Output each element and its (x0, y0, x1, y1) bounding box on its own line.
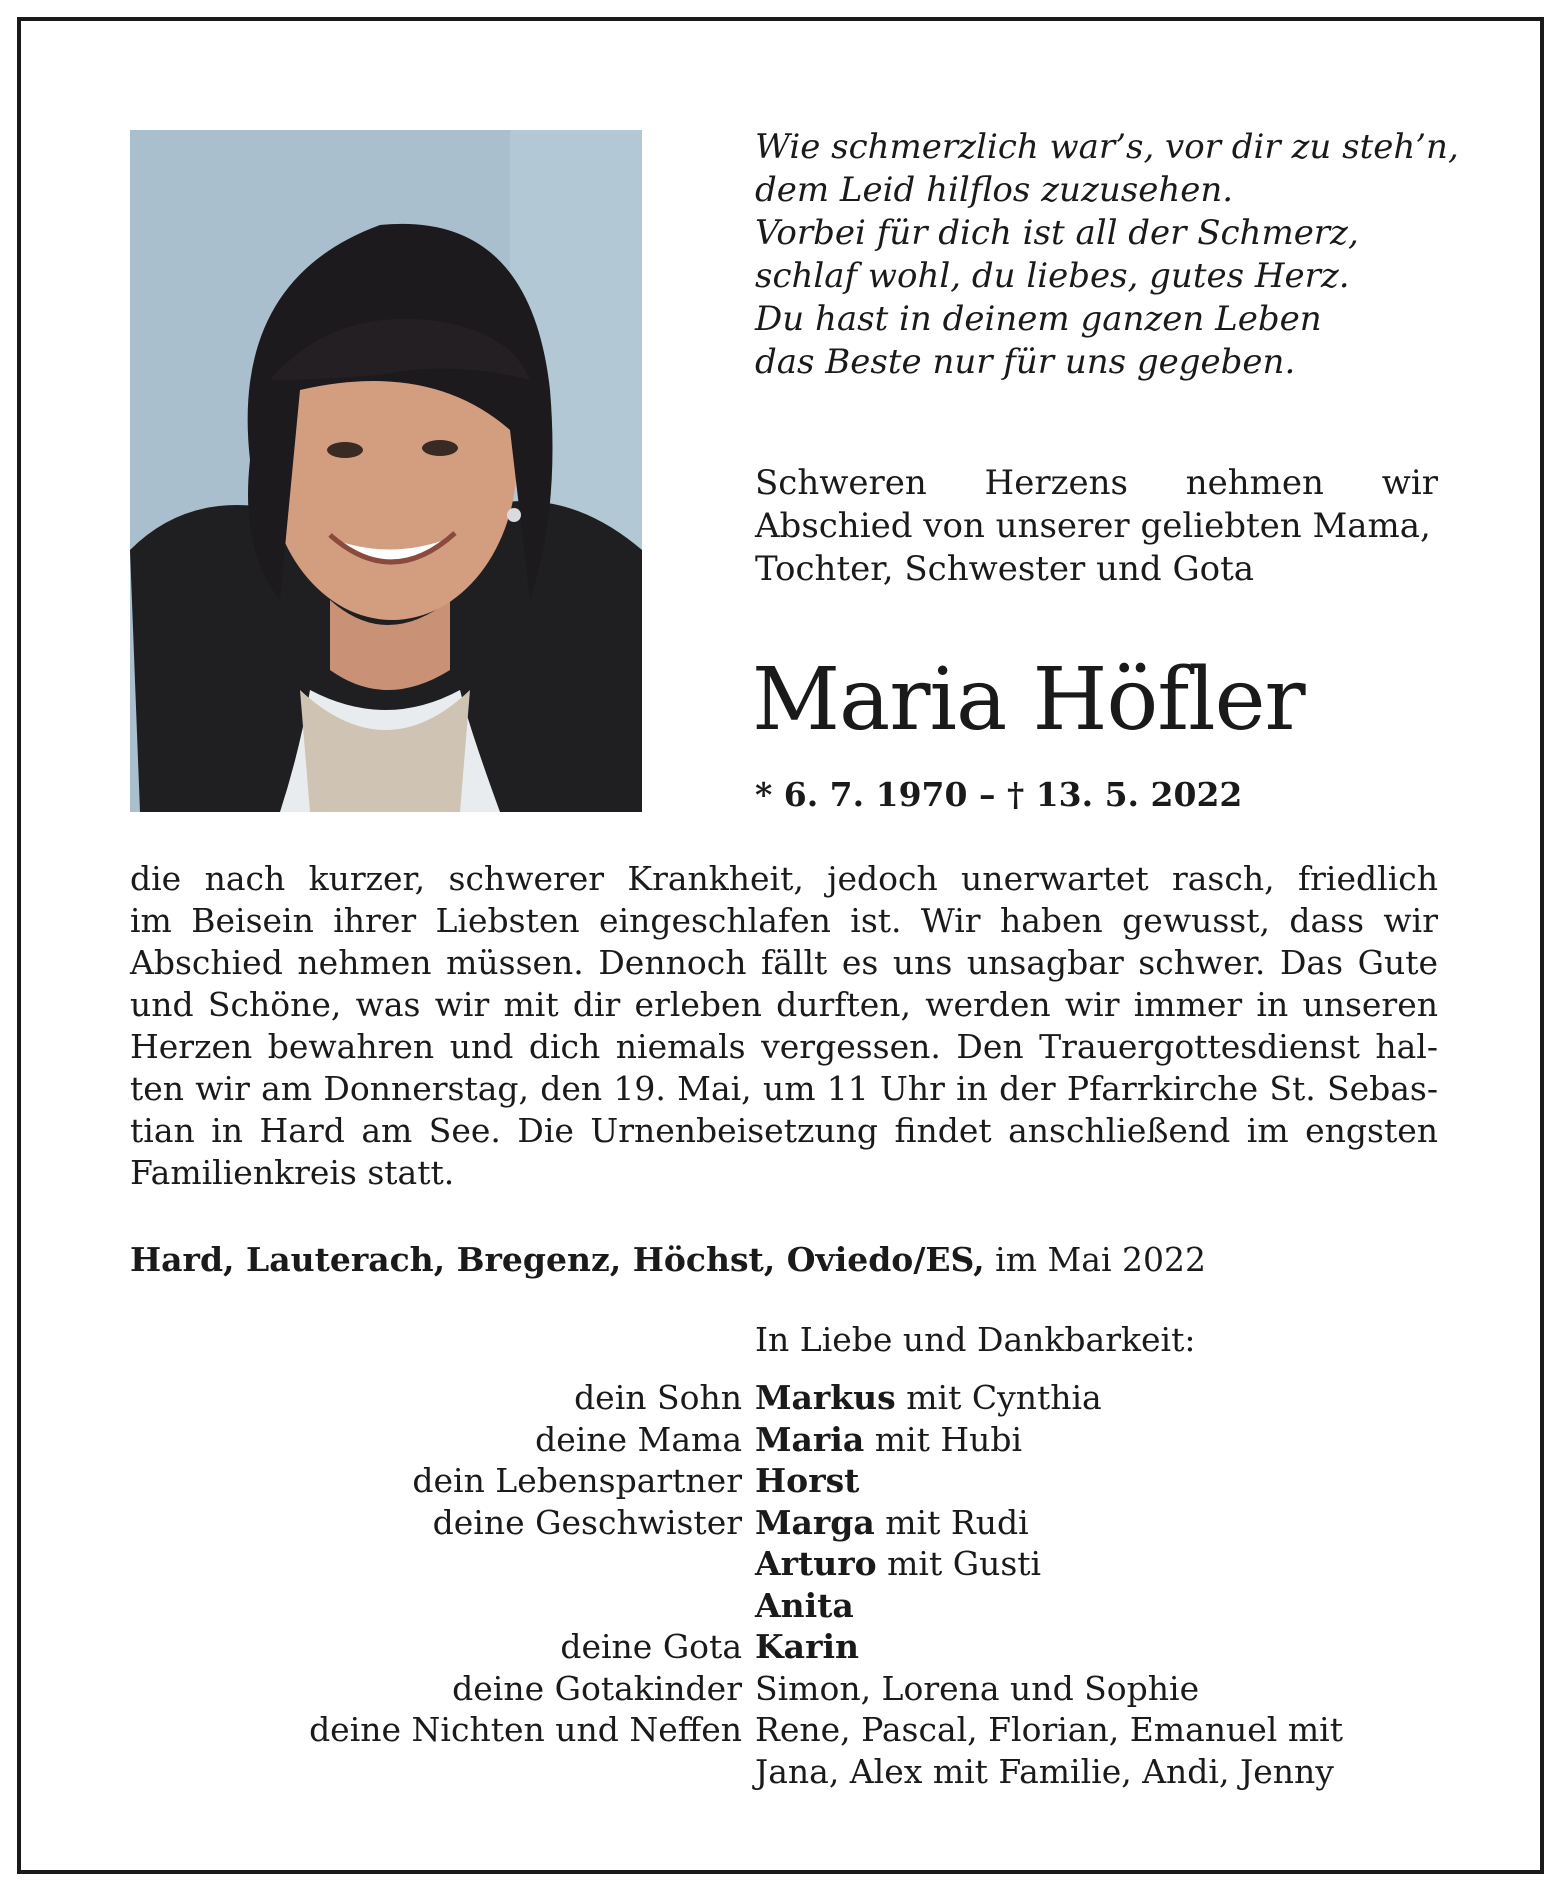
family-relation: dein Sohn (574, 1378, 742, 1417)
body-line: Herzen bewahren und dich niemals vergessen. Den Trauergottesdienst hal- (130, 1027, 1438, 1066)
family-member (755, 1543, 1041, 1585)
thanks-line: In Liebe und Dankbarkeit: (755, 1320, 1196, 1359)
family-member (755, 1377, 1102, 1419)
place-and-date (130, 1240, 1206, 1279)
poem-line: Wie schmerzlich war’s, vor dir zu steh’n, (755, 127, 1459, 167)
family-relation: deine Nichten und Neffen (309, 1710, 742, 1749)
intro-text (755, 462, 1438, 591)
memorial-poem (755, 126, 1459, 384)
body-line: Familienkreis statt. (130, 1153, 455, 1192)
family-member-name: Markus (755, 1378, 896, 1417)
intro-line: Abschied von unserer geliebten Mama, (755, 506, 1431, 546)
body-line: Abschied nehmen müssen. Dennoch fällt es uns unsagbar schwer. Das Gute (130, 943, 1438, 982)
life-dates: * 6. 7. 1970 – † 13. 5. 2022 (755, 775, 1243, 814)
family-row (130, 1460, 1450, 1502)
family-relation: deine Geschwister (432, 1502, 742, 1542)
family-member (755, 1626, 859, 1668)
body-line: im Beisein ihrer Liebsten eingeschlafen ist. Wir haben gewusst, dass wir (130, 901, 1438, 940)
poem-line: Du hast in deinem ganzen Leben (755, 299, 1322, 339)
family-relation: dein Lebenspartner (412, 1461, 742, 1500)
body-line: tian in Hard am See. Die Urnenbeisetzung findet anschließend im engsten (130, 1111, 1438, 1150)
family-member (755, 1419, 1022, 1461)
deceased-name: Maria Höfler (752, 650, 1305, 750)
family-member-rest: Simon, Lorena und Sophie (755, 1668, 1200, 1708)
family-row (130, 1668, 1450, 1710)
intro-line: Schweren Herzens nehmen wir (755, 463, 1438, 503)
family-member-name: Karin (755, 1627, 859, 1666)
family-member-rest: mit Cynthia (906, 1378, 1102, 1417)
body-line: und Schöne, was wir mit dir erleben durften, werden wir immer in unseren (130, 985, 1438, 1024)
poem-line: Vorbei für dich ist all der Schmerz, (755, 213, 1359, 253)
family-member-name: Anita (755, 1585, 854, 1625)
family-row (130, 1419, 1450, 1461)
family-member-rest: mit Rudi (885, 1502, 1029, 1542)
poem-line: schlaf wohl, du liebes, gutes Herz. (755, 256, 1350, 296)
family-relation (130, 1751, 742, 1793)
family-member (755, 1585, 854, 1627)
family-relation: deine Gota (560, 1627, 742, 1666)
family-row (130, 1626, 1450, 1668)
family-member (755, 1751, 1334, 1793)
place-towns: Hard, Lauterach, Bregenz, Höchst, Oviedo/ES, (130, 1240, 985, 1279)
body-line: die nach kurzer, schwerer Krankheit, jedoch unerwartet rasch, friedlich (130, 859, 1438, 898)
family-row (130, 1502, 1450, 1544)
family-rows (130, 1377, 1450, 1792)
family-row (130, 1709, 1450, 1751)
family-relation: deine Gotakinder (452, 1668, 742, 1708)
family-member-rest: mit Hubi (874, 1419, 1023, 1459)
family-row (130, 1751, 1450, 1793)
place-date: im Mai 2022 (995, 1240, 1206, 1279)
family-member-name: Marga (755, 1502, 875, 1542)
family-member-name: Arturo (755, 1544, 877, 1583)
family-member-rest: Jana, Alex mit Familie, Andi, Jenny (755, 1751, 1334, 1791)
family-relation: deine Mama (535, 1419, 742, 1459)
family-row (130, 1585, 1450, 1627)
poem-line: dem Leid hilflos zuzusehen. (755, 170, 1234, 210)
portrait-photo (130, 130, 642, 812)
intro-line: Tochter, Schwester und Gota (755, 549, 1255, 589)
family-member (755, 1502, 1029, 1544)
family-member-name: Maria (755, 1419, 865, 1459)
family-member-rest: mit Gusti (887, 1544, 1042, 1583)
family-row (130, 1543, 1450, 1585)
poem-line: das Beste nur für uns gegeben. (755, 342, 1296, 382)
family-member (755, 1668, 1199, 1710)
family-member (755, 1709, 1343, 1751)
family-member (755, 1460, 859, 1502)
body-line: ten wir am Donnerstag, den 19. Mai, um 11 Uhr in der Pfarrkirche St. Sebas- (130, 1069, 1438, 1108)
family-member-rest: Rene, Pascal, Florian, Emanuel mit (755, 1710, 1343, 1749)
family-relation (130, 1543, 742, 1585)
family-row (130, 1377, 1450, 1419)
obituary-body (130, 858, 1438, 1194)
family-member-name: Horst (755, 1461, 860, 1500)
family-relation (130, 1585, 742, 1627)
